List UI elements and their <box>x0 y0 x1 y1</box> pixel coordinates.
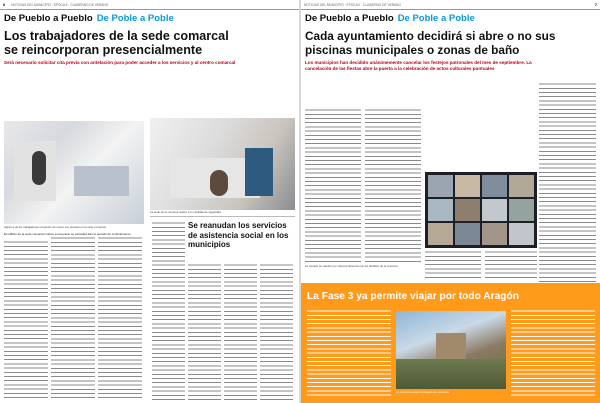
left-folio: NOTICIAS DEL MUNICIPIO · ÉPOCA II · CUADERNO DE VERANO <box>11 2 109 7</box>
banner-col-1 <box>307 309 391 399</box>
left-body-col-2 <box>51 236 95 400</box>
left-box-col-4 <box>260 263 293 401</box>
section-title-ca: De Poble a Poble <box>96 13 174 24</box>
right-page-number: 7 <box>594 2 597 7</box>
banner-col-2 <box>511 309 595 399</box>
left-page <box>0 0 299 403</box>
right-photo-caption: La reunión se celebró por videoconferencia con los alcaldes de la comarca <box>305 264 398 268</box>
left-body-col-1 <box>4 240 48 400</box>
right-banner <box>301 283 600 403</box>
left-body-col-3 <box>98 236 142 400</box>
right-subheadline: Los municipios han decidido unánimemente cancelar los festejos patronales del mes de septiembre. La cancelación de las fiestas abre la puerta a la celebración de actos culturales puntuales <box>305 60 532 71</box>
left-box-col-1 <box>152 221 185 401</box>
left-header <box>0 0 299 10</box>
section-title-es: De Pueblo a Pueblo <box>4 13 93 24</box>
left-body-first-line: El edificio de la sede comarcal vuelve a recuperar su actividad tras el periodo de confinamiento. <box>4 232 132 236</box>
right-body-col-2 <box>365 108 421 264</box>
banner-photo <box>396 311 506 389</box>
right-photo-videocall <box>425 172 537 248</box>
left-box-col-2 <box>188 263 221 401</box>
section-title-es: De Pueblo a Pueblo <box>305 13 394 24</box>
right-body-col-3 <box>425 250 481 280</box>
left-box <box>150 216 295 403</box>
left-photo-small-caption: Algunos de los trabajadores ocupando de nuevo sus puestos en la sede comarcal <box>4 225 106 229</box>
section-title-ca: De Poble a Poble <box>397 13 475 24</box>
left-photo-large-caption: La sede de la comarca reabre con medidas de seguridad <box>150 210 221 214</box>
right-headline: Cada ayuntamiento decidirá si abre o no sus piscinas municipales o zonas de baño <box>305 29 556 57</box>
right-body-col-1 <box>305 108 361 264</box>
banner-title: La Fase 3 ya permite viajar por todo Aragón <box>307 291 519 302</box>
right-section-header <box>301 10 600 25</box>
left-photo-small <box>4 121 144 224</box>
banner-photo-caption: La comarca espera la llegada de visitantes <box>396 390 450 394</box>
right-body-col-4 <box>485 250 537 280</box>
right-page <box>301 0 600 403</box>
left-headline: Los trabajadores de la sede comarcal se reincorporan presencialmente <box>4 29 229 57</box>
left-subheadline: Será necesario solicitar cita previa con antelación para poder acceder a los servicios y al centro comarcal <box>4 60 236 65</box>
right-header <box>301 0 600 10</box>
left-page-number: 6 <box>3 2 6 7</box>
left-photo-large <box>150 118 295 210</box>
left-box-title: Se reanudan los servicios de asistencia social en los municipios <box>188 221 289 249</box>
left-section-header <box>0 10 299 25</box>
right-folio: NOTICIAS DEL MUNICIPIO · ÉPOCA II · CUADERNO DE VERANO <box>304 2 401 7</box>
right-sidebar-col <box>539 82 596 282</box>
left-box-col-3 <box>224 263 257 401</box>
